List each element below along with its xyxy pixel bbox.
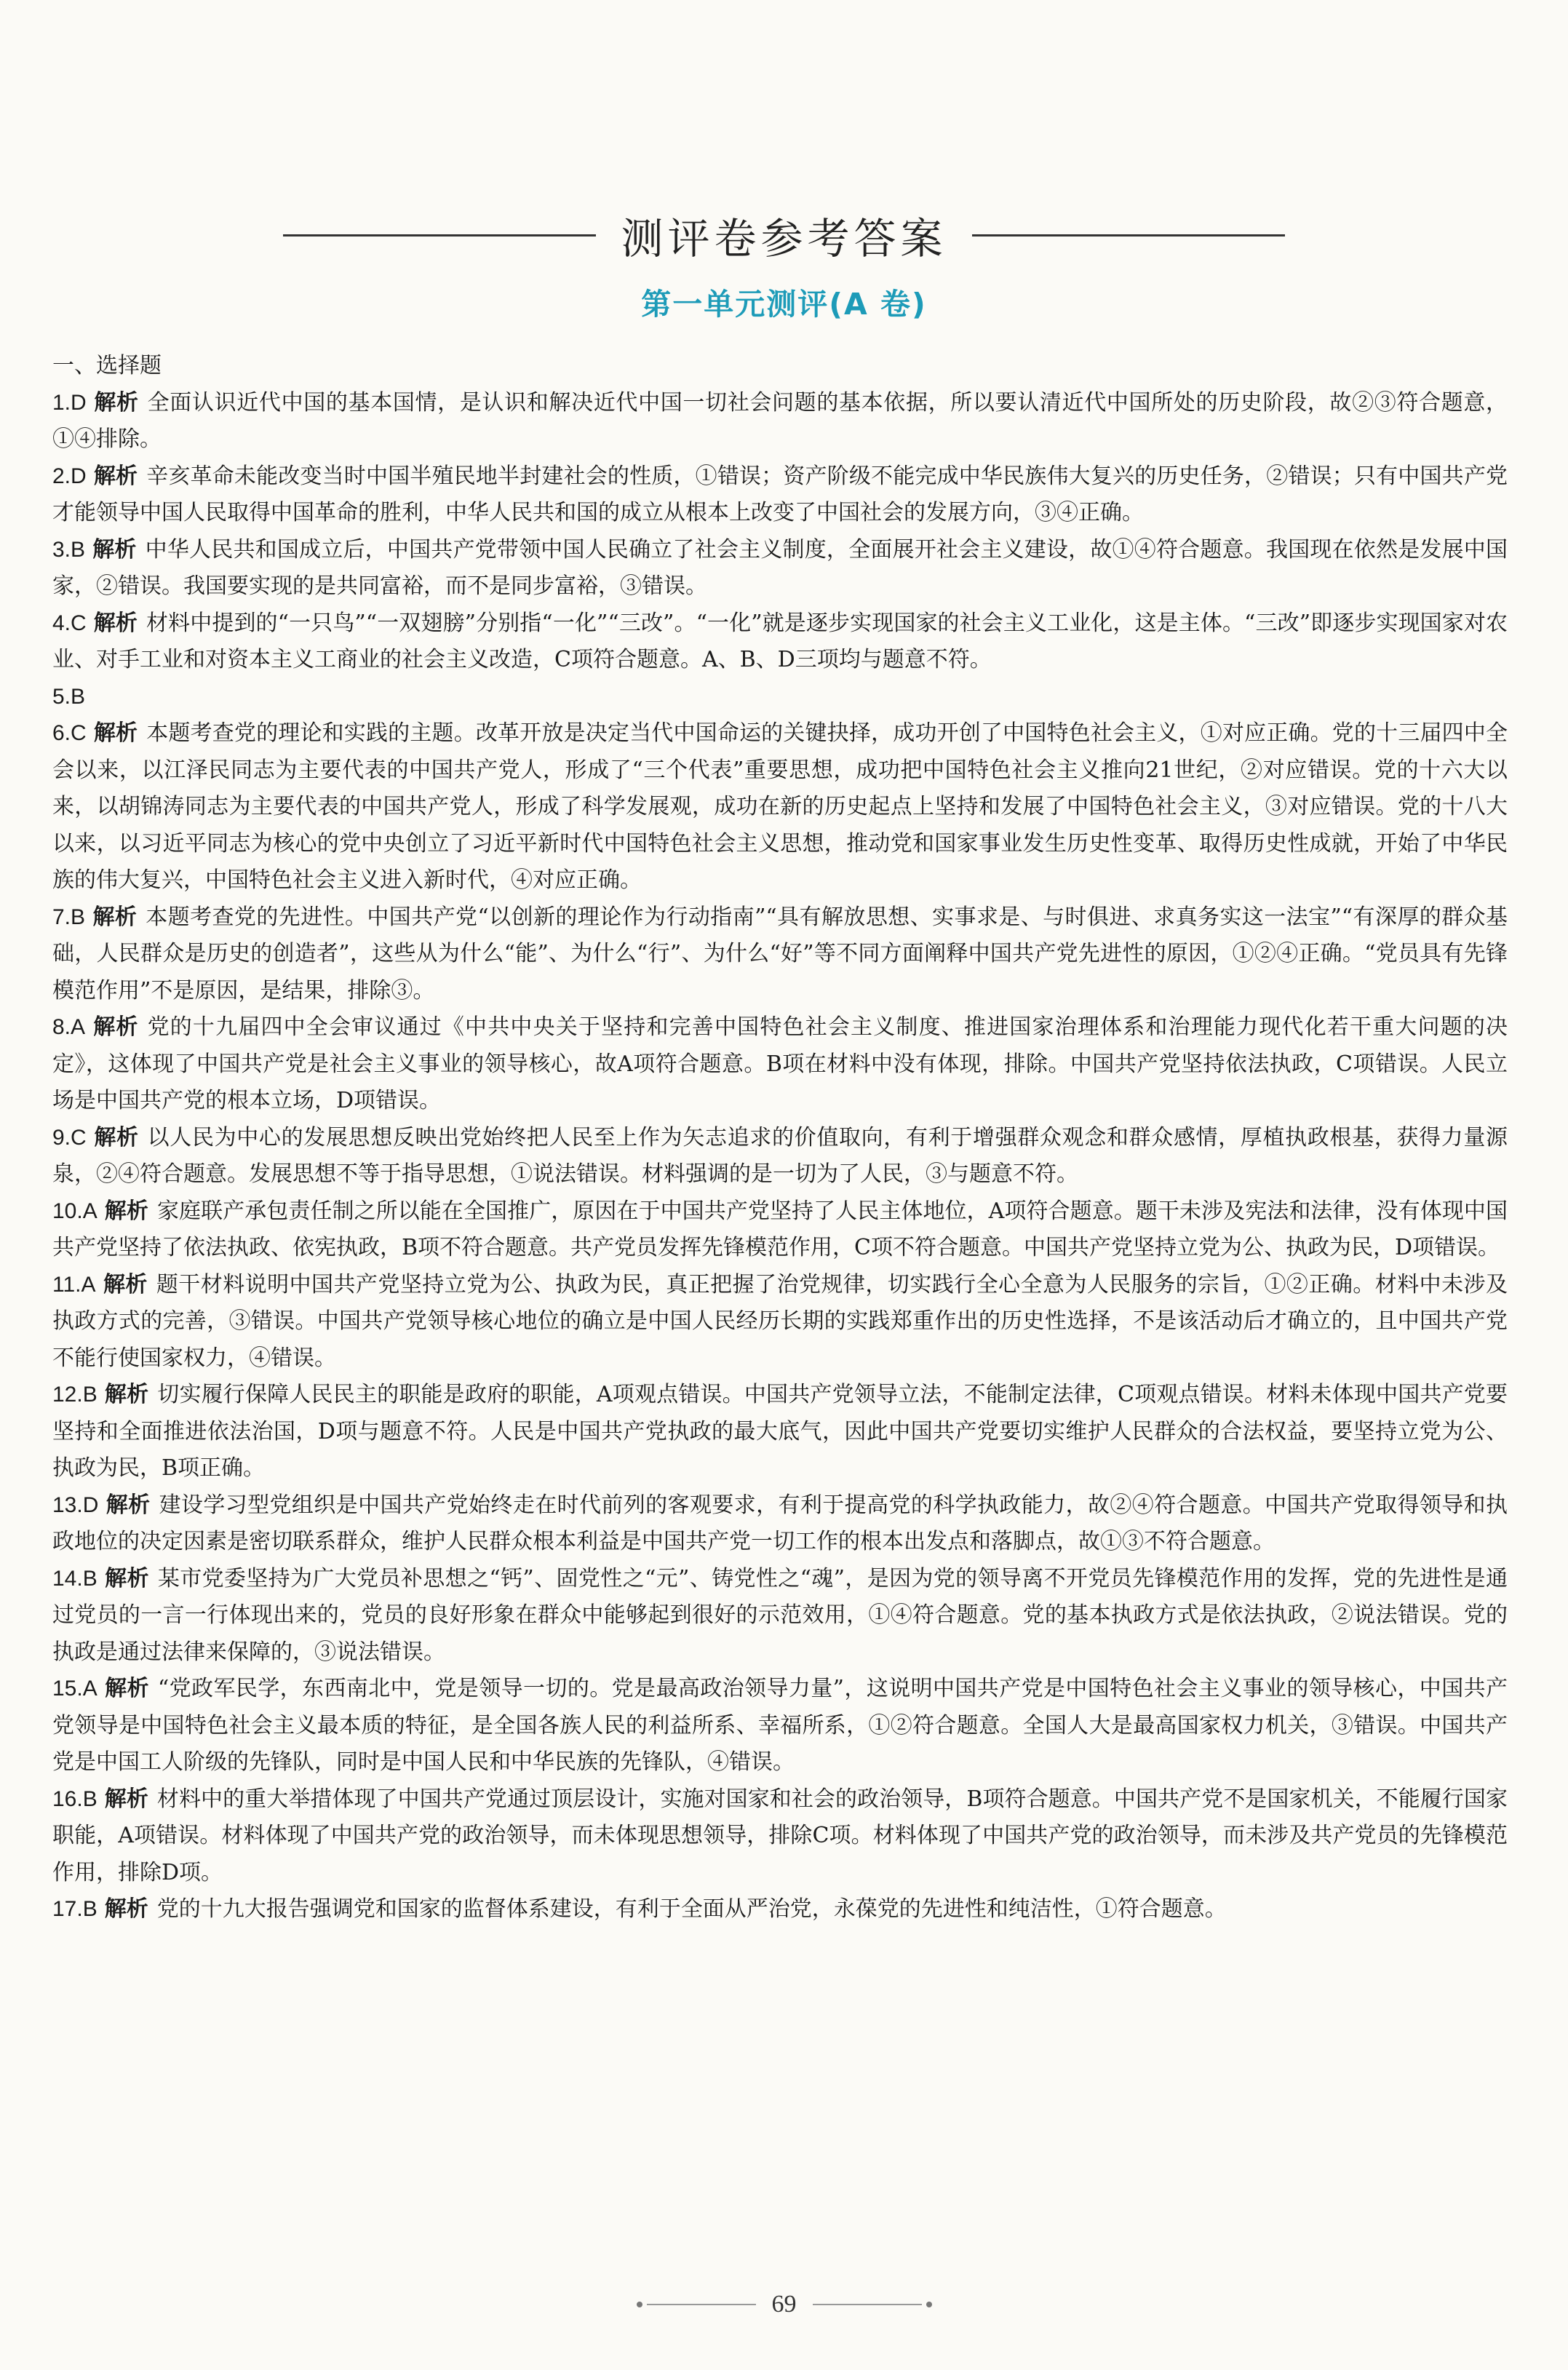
answer-number: 3.B	[52, 537, 86, 562]
answer-item	[52, 1781, 1508, 1892]
answer-number: 9.C	[52, 1125, 87, 1150]
page-footer	[0, 2291, 1568, 2318]
analysis-text: 党的十九届四中全会审议通过《中共中央关于坚持和完善中国特色社会主义制度、推进国家治理体系和治理能力现代化若干重大问题的决定》，这体现了中国共产党是社会主义事业的领导核心，故A项符合题意。B项在材料中没有体现，排除。中国共产党坚持依法执政，C项错误。人民立场是中国共产党的根本立场，D项错误。	[52, 1014, 1508, 1113]
footer-dot-icon	[637, 2302, 642, 2307]
header-right-rule	[972, 234, 1285, 236]
analysis-label: 解析	[92, 904, 138, 930]
page-header	[0, 195, 1568, 275]
answer-item	[52, 1891, 1508, 1928]
answer-item	[52, 1561, 1508, 1671]
answer-number: 5.B	[52, 684, 86, 709]
unit-subtitle: 第一单元测评(A 卷)	[641, 287, 927, 322]
analysis-text: 家庭联产承包责任制之所以能在全国推广，原因在于中国共产党坚持了人民主体地位，A项符合题意。题干未涉及宪法和法律，没有体现中国共产党坚持了依法执政、依宪执政，B项不符合题意。共产党员发挥先锋模范作用，C项不符合题意。中国共产党坚持立党为公、执政为民，D项错误。	[52, 1198, 1508, 1260]
analysis-text: 建设学习型党组织是中国共产党始终走在时代前列的客观要求，有利于提高党的科学执政能力，故②④符合题意。中国共产党取得领导和执政地位的决定因素是密切联系群众，维护人民群众根本利益是中国共产党一切工作的根本出发点和落脚点，故①③不符合题意。	[52, 1492, 1508, 1554]
answer-item	[52, 1487, 1508, 1561]
analysis-text: 党的十九大报告强调党和国家的监督体系建设，有利于全面从严治党，永葆党的先进性和纯洁性，①符合题意。	[156, 1896, 1227, 1922]
answer-item	[52, 1671, 1508, 1781]
answer-item	[52, 1377, 1508, 1487]
header-left-rule	[283, 234, 596, 236]
answer-item	[52, 1193, 1508, 1267]
answer-item	[52, 1267, 1508, 1377]
footer-right-rule	[813, 2304, 922, 2305]
answer-number: 10.A	[52, 1198, 97, 1223]
answer-number: 17.B	[52, 1897, 97, 1921]
section-heading: 一、选择题	[52, 353, 162, 378]
answer-item	[52, 715, 1508, 899]
answer-item	[52, 1120, 1508, 1193]
answer-number: 1.D	[52, 390, 87, 415]
answer-item	[52, 679, 1508, 716]
footer-dot-icon	[926, 2302, 932, 2307]
analysis-text: 全面认识近代中国的基本国情，是认识和解决近代中国一切社会问题的基本依据，所以要认清近代中国所处的历史阶段，故②③符合题意，①④排除。	[52, 389, 1508, 452]
analysis-label: 解析	[104, 1198, 148, 1224]
answer-item	[52, 532, 1508, 605]
answer-item	[52, 605, 1508, 679]
answer-number: 4.C	[52, 611, 87, 635]
analysis-label: 解析	[104, 1786, 148, 1812]
analysis-text: 本题考查党的理论和实践的主题。改革开放是决定当代中国命运的关键抉择，成功开创了中国特色社会主义，①对应正确。党的十三届四中全会以来，以江泽民同志为主要代表的中国共产党人，形成了“三个代表”重要思想，成功把中国特色社会主义推向21世纪，②对应错误。党的十六大以来，以胡锦涛同志为主要代表的中国共产党人，形成了科学发展观，成功在新的历史起点上坚持和发展了中国特色社会主义，③对应错误。党的十八大以来，以习近平同志为核心的党中央创立了习近平新时代中国特色社会主义思想，推动党和国家事业发生历史性变革、取得历史性成就，开始了中华民族的伟大复兴，中国特色社会主义进入新时代，④对应正确。	[52, 720, 1508, 893]
analysis-text: 题干材料说明中国共产党坚持立党为公、执政为民，真正把握了治党规律，切实践行全心全意为人民服务的宗旨，①②正确。材料中未涉及执政方式的完善，③错误。中国共产党领导核心地位的确立是中国人民经历长期的实践郑重作出的历史性选择，不是该活动后才确立的，且中国共产党不能行使国家权力，④错误。	[52, 1271, 1508, 1371]
answer-number: 13.D	[52, 1492, 99, 1517]
answer-number: 11.A	[52, 1272, 96, 1297]
analysis-label: 解析	[92, 536, 137, 562]
analysis-label: 解析	[104, 1565, 149, 1591]
analysis-label: 解析	[93, 1124, 139, 1150]
answer-item	[52, 385, 1508, 458]
page-title: 测评卷参考答案	[621, 214, 947, 263]
answer-number: 12.B	[52, 1383, 97, 1407]
analysis-label: 解析	[93, 610, 138, 636]
answer-number: 2.D	[52, 464, 87, 488]
answer-list	[52, 385, 1508, 1928]
analysis-text: 切实履行保障人民民主的职能是政府的职能，A项观点错误。中国共产党领导立法，不能制定法律，C项观点错误。材料未体现中国共产党要坚持和全面推进依法治国，D项与题意不符。人民是中国共产党执政的最大底气，因此中国共产党要切实维护人民群众的合法权益，要坚持立党为公、执政为民，B项正确。	[52, 1382, 1508, 1481]
analysis-text: 本题考查党的先进性。中国共产党“以创新的理论作为行动指南”“具有解放思想、实事求是、与时俱进、求真务实这一法宝”“有深厚的群众基础，人民群众是历史的创造者”，这些从为什么“能”、为什么“行”、为什么“好”等不同方面阐释中国共产党先进性的原因，①②④正确。“党员具有先锋模范作用”不是原因，是结果，排除③。	[52, 904, 1508, 1003]
analysis-label: 解析	[104, 1676, 149, 1701]
analysis-text: 以人民为中心的发展思想反映出党始终把人民至上作为矢志追求的价值取向，有利于增强群众观念和群众感情，厚植执政根基，获得力量源泉，②④符合题意。发展思想不等于指导思想，①说法错误。材料强调的是一切为了人民，③与题意不符。	[52, 1124, 1508, 1187]
analysis-text: 辛亥革命未能改变当时中国半殖民地半封建社会的性质，①错误；资产阶级不能完成中华民族伟大复兴的历史任务，②错误；只有中国共产党才能领导中国人民取得中国革命的胜利，中华人民共和国的成立从根本上改变了中国社会的发展方向，③④正确。	[52, 463, 1508, 525]
answer-number: 7.B	[52, 904, 86, 929]
analysis-label: 解析	[92, 1014, 139, 1040]
answer-item	[52, 458, 1508, 532]
analysis-label: 解析	[93, 720, 138, 746]
answer-number: 8.A	[52, 1015, 86, 1039]
analysis-text: 材料中的重大举措体现了中国共产党通过顶层设计，实施对国家和社会的政治领导，B项符合题意。中国共产党不是国家机关，不能履行国家职能，A项错误。材料体现了中国共产党的政治领导，而未体现思想领导，排除C项。材料体现了中国共产党的政治领导，而未涉及共产党员的先锋模范作用，排除D项。	[52, 1786, 1508, 1885]
answer-number: 14.B	[52, 1566, 97, 1591]
footer-left-rule	[647, 2304, 756, 2305]
analysis-text: 某市党委坚持为广大党员补思想之“钙”、固党性之“元”、铸党性之“魂”，是因为党的领导离不开党员先锋模范作用的发挥，党的先进性是通过党员的一言一行体现出来的，党员的良好形象在群众中能够起到很好的示范效用，①④符合题意。党的基本执政方式是依法执政，②说法错误。党的执政是通过法律来保障的，③说法错误。	[52, 1565, 1508, 1665]
answer-content	[52, 348, 1508, 1928]
answer-number: 15.A	[52, 1677, 97, 1701]
answer-number: 6.C	[52, 721, 87, 745]
analysis-label: 解析	[93, 389, 139, 415]
answer-item	[52, 1009, 1508, 1120]
analysis-label: 解析	[106, 1492, 151, 1518]
analysis-text: “党政军民学，东西南北中，党是领导一切的。党是最高政治领导力量”，这说明中国共产党是中国特色社会主义事业的领导核心，中国共产党领导是中国特色社会主义最本质的特征，是全国各族人民的利益所系、幸福所系，①②符合题意。全国人大是最高国家权力机关，③错误。中国共产党是中国工人阶级的先锋队，同时是中国人民和中华民族的先锋队，④错误。	[52, 1676, 1508, 1775]
analysis-label: 解析	[104, 1896, 148, 1922]
analysis-text: 材料中提到的“一只鸟”“一双翅膀”分别指“一化”“三改”。“一化”就是逐步实现国家的社会主义工业化，这是主体。“三改”即逐步实现国家对农业、对手工业和对资本主义工商业的社会主义改造，C项符合题意。A、B、D三项均与题意不符。	[52, 610, 1508, 672]
analysis-label: 解析	[93, 463, 138, 489]
analysis-text: 中华人民共和国成立后，中国共产党带领中国人民确立了社会主义制度，全面展开社会主义建设，故①④符合题意。我国现在依然是发展中国家，②错误。我国要实现的是共同富裕，而不是同步富裕，③错误。	[52, 536, 1508, 599]
page-number: 69	[771, 2291, 797, 2318]
answer-item	[52, 899, 1508, 1010]
analysis-label: 解析	[103, 1271, 148, 1297]
analysis-label: 解析	[104, 1382, 149, 1407]
answer-number: 16.B	[52, 1786, 97, 1811]
